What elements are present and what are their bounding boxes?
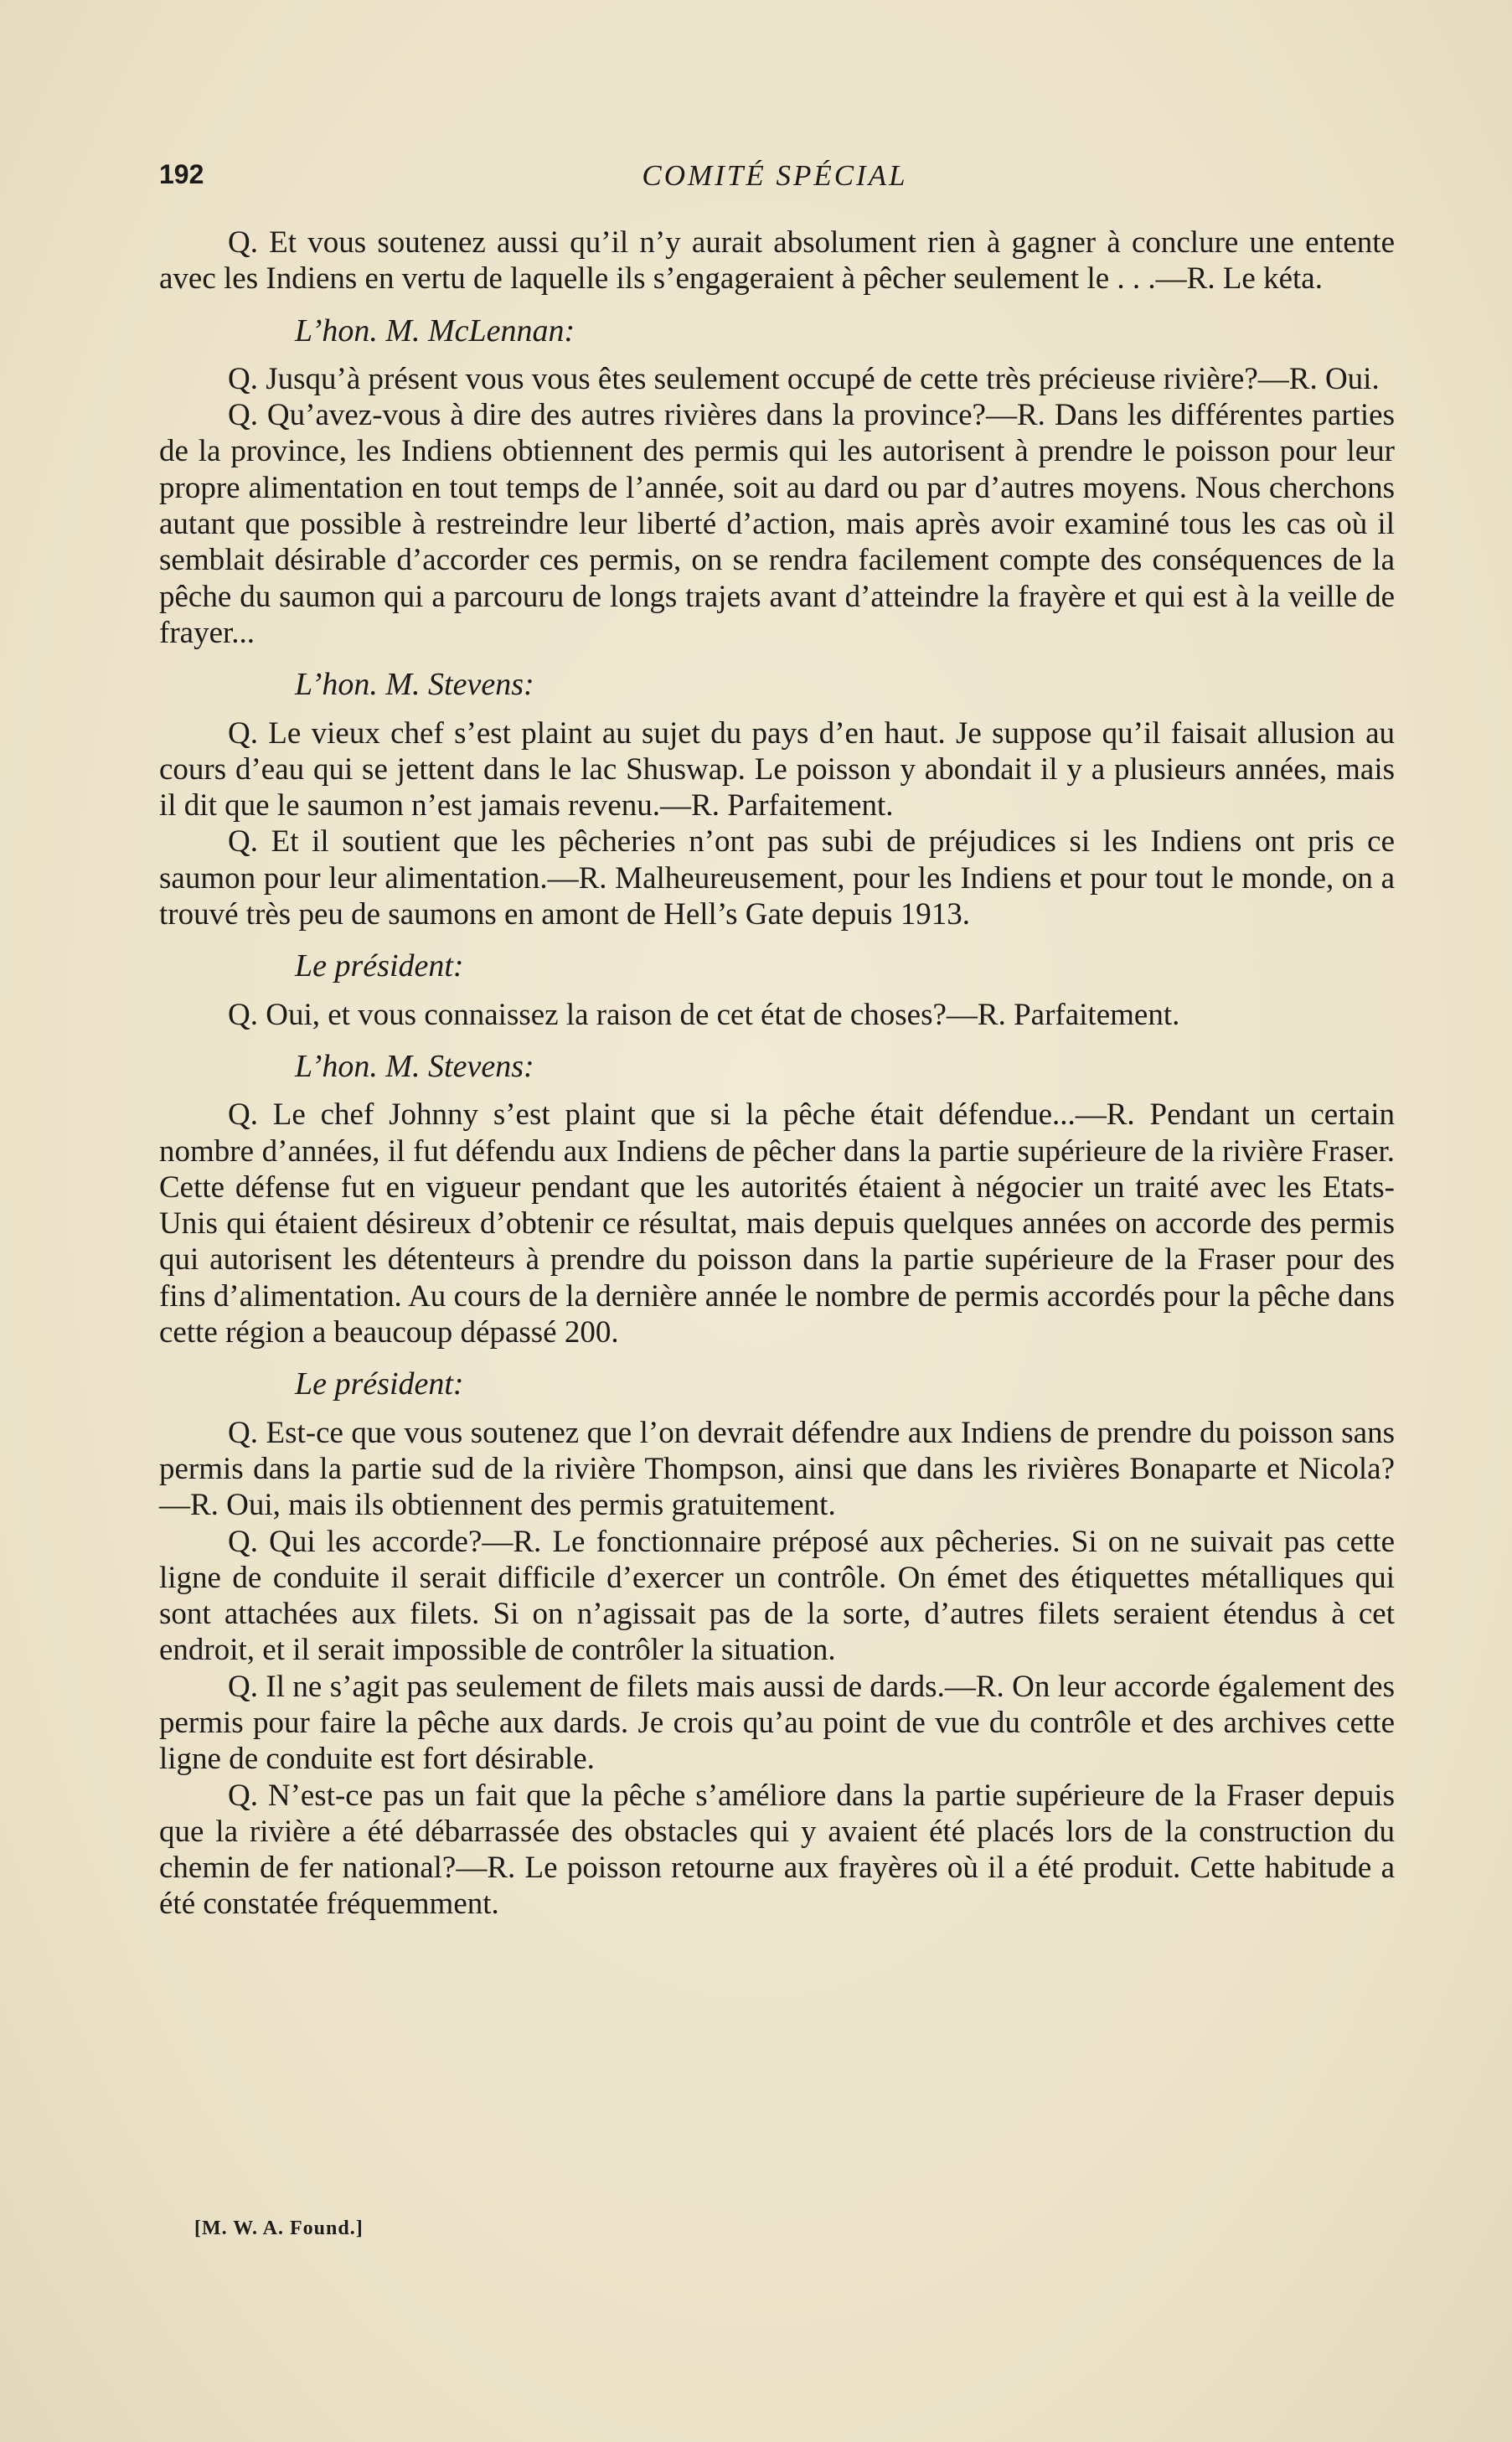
paragraph-1: Q. Et vous soutenez aussi qu’il n’y aurait absolument rien à gagner à conclure une entente avec les Indiens en vertu de laquelle ils s’engageraient à pêcher seulement le . . .—R. Le kéta. (159, 225, 1395, 297)
running-head: COMITÉ SPÉCIAL (642, 159, 908, 192)
paragraph-9: Q. Qui les accorde?—R. Le fonctionnaire préposé aux pêcheries. Si on ne suivait pas cette ligne de conduite il serait difficile d’exercer un contrôle. On émet des étiquettes métalliques qui sont attachées aux filets. Si on n’agissait pas de la sorte, d’autres filets seraient étendus à cet endroit, et il serait impossible de contrôler la situation. (159, 1524, 1395, 1668)
paragraph-2: Q. Jusqu’à présent vous vous êtes seulement occupé de cette très précieuse rivière?—R. Oui. (228, 361, 1380, 396)
speaker-heading-5: Le président: (295, 1366, 464, 1402)
paragraph-7: Q. Le chef Johnny s’est plaint que si la pêche était défendue...—R. Pendant un certain nombre d’années, il fut défendu aux Indiens de pêcher dans la partie supérieure de la rivière Fraser. Cette défense fut en vigueur pendant que les autorités étaient à négocier un traité avec les Etats-Unis qui étaient désireux d’obtenir ce résultat, mais depuis quelques années on accorde des permis qui autorisent les détenteurs à prendre du poisson dans la partie supérieure de la Fraser pour des fins d’alimentation. Au cours de la dernière année le nombre de permis accordés pour la pêche dans cette région a beaucoup dépassé 200. (159, 1097, 1395, 1350)
paragraph-11: Q. N’est-ce pas un fait que la pêche s’améliore dans la partie supérieure de la Fraser depuis que la rivière a été débarrassée des obstacles qui y avaient été placés lors de la construction du chemin de fer national?—R. Le poisson retourne aux frayères où il a été produit. Cette habitude a été constatée fréquemment. (159, 1778, 1395, 1922)
speaker-heading-3: Le président: (295, 948, 464, 984)
paragraph-6: Q. Oui, et vous connaissez la raison de cet état de choses?—R. Parfaitement. (228, 997, 1180, 1032)
paragraph-8: Q. Est-ce que vous soutenez que l’on devrait défendre aux Indiens de prendre du poisson sans permis dans la partie sud de la rivière Thompson, ainsi que dans les rivières Bonaparte et Nicola?—R. Oui, mais ils obtiennent des permis gratuitement. (159, 1415, 1395, 1523)
paragraph-4: Q. Le vieux chef s’est plaint au sujet du pays d’en haut. Je suppose qu’il faisait allusion au cours d’eau qui se jettent dans le lac Shuswap. Le poisson y abondait il y a plusieurs années, mais il dit que le saumon n’est jamais revenu.—R. Parfaitement. (159, 715, 1395, 823)
page-number: 192 (159, 159, 204, 189)
page-body (159, 225, 1395, 1923)
paragraph-3: Q. Qu’avez-vous à dire des autres rivières dans la province?—R. Dans les différentes parties de la province, les Indiens obtiennent des permis qui les autorisent à prendre le poisson pour leur propre alimentation en tout temps de l’année, soit au dard ou par d’autres moyens. Nous cherchons autant que possible à restreindre leur liberté d’action, mais après avoir examiné tous les cas où il semblait désirable d’accorder ces permis, on se rendra facilement compte des conséquences de la pêche du saumon qui a parcouru de longs trajets avant d’atteindre la frayère et qui est à la veille de frayer... (159, 398, 1395, 650)
paragraph-5: Q. Et il soutient que les pêcheries n’ont pas subi de préjudices si les Indiens ont pris ce saumon pour leur alimentation.—R. Malheureusement, pour les Indiens et pour tout le monde, on a trouvé très peu de saumons en amont de Hell’s Gate depuis 1913. (159, 824, 1395, 932)
witness-note: [M. W. A. Found.] (194, 2217, 364, 2239)
speaker-heading-4: L’hon. M. Stevens: (295, 1048, 534, 1084)
speaker-heading-2: L’hon. M. Stevens: (295, 667, 534, 703)
page-header (159, 159, 1391, 201)
speaker-heading-1: L’hon. M. McLennan: (295, 312, 575, 348)
paragraph-10: Q. Il ne s’agit pas seulement de filets mais aussi de dards.—R. On leur accorde également des permis pour faire la pêche aux dards. Je crois qu’au point de vue du contrôle et des archives cette ligne de conduite est fort désirable. (159, 1669, 1395, 1777)
